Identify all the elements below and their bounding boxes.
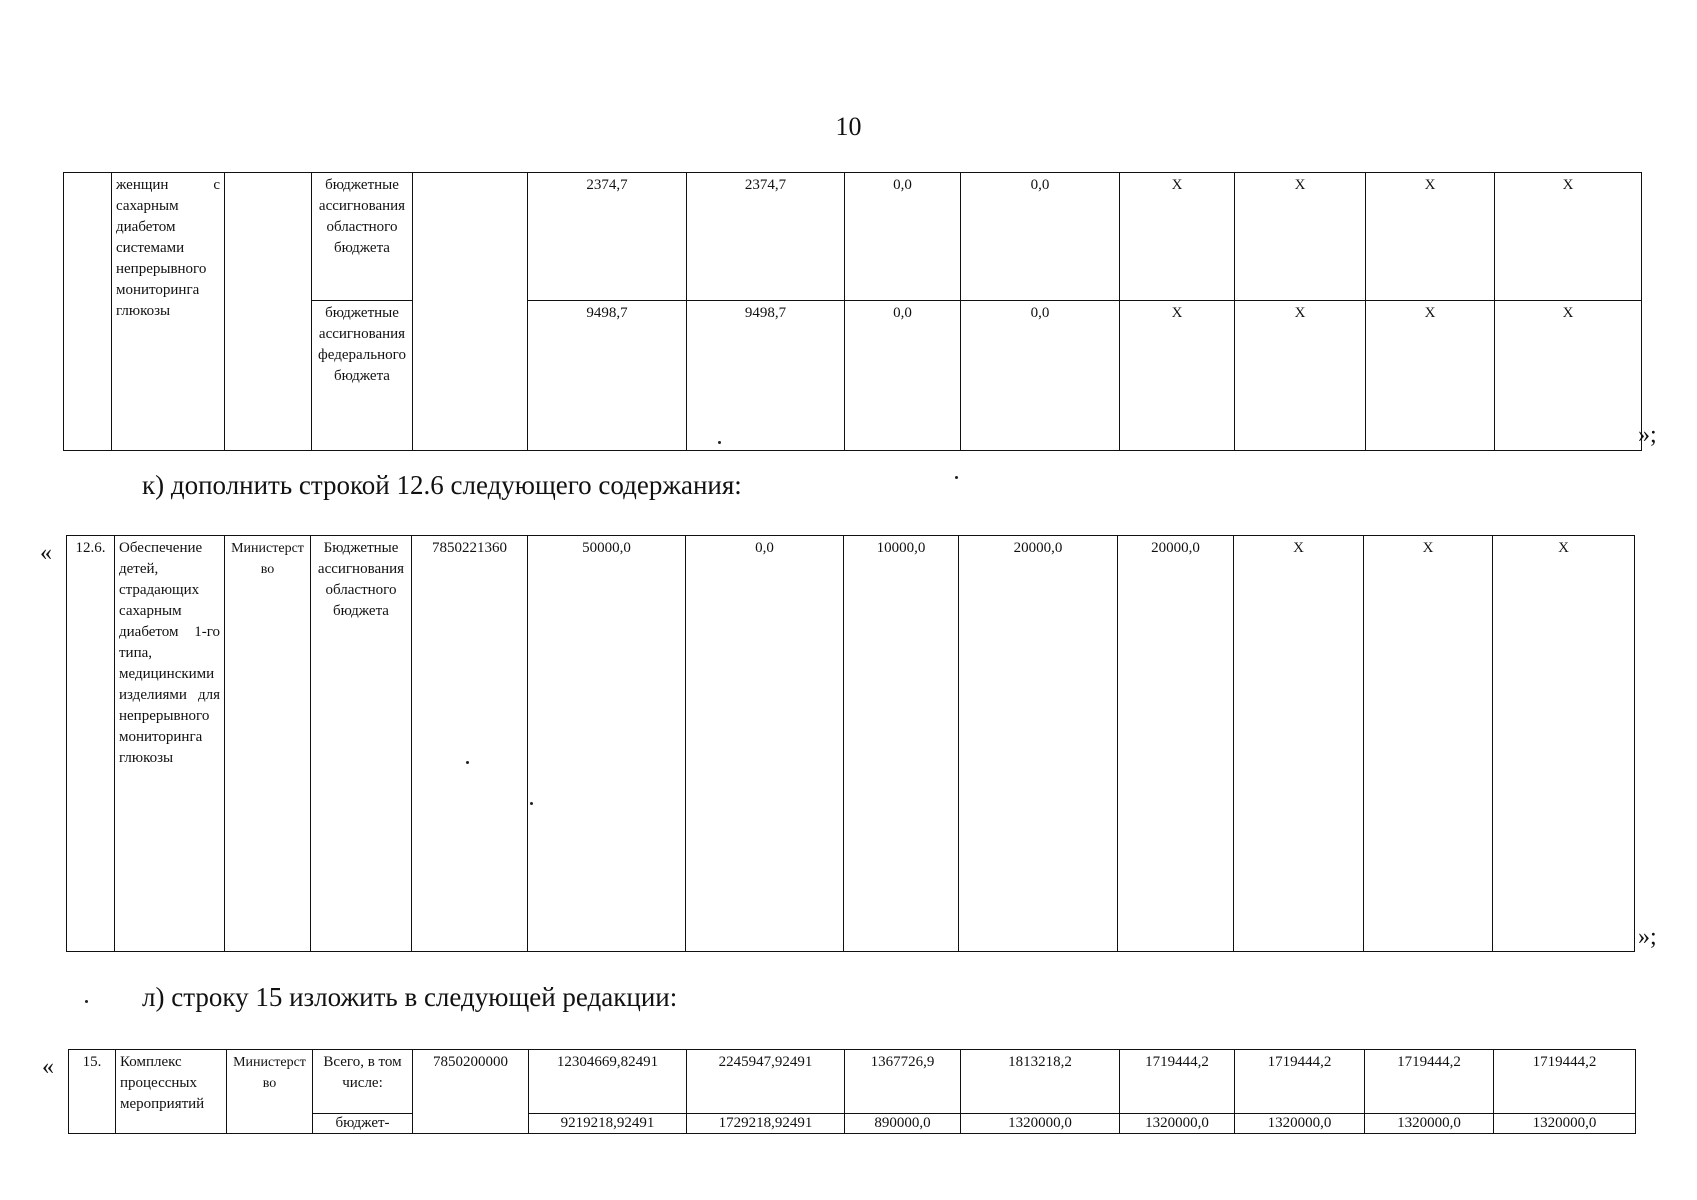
closing-quote: »; — [1638, 924, 1657, 950]
cell-value: X — [1493, 536, 1635, 952]
cell-value: 1367726,9 — [845, 1050, 961, 1114]
cell-value: 12304669,82491 — [529, 1050, 687, 1114]
cell-value: X — [1366, 301, 1495, 451]
opening-quote: « — [42, 1054, 54, 1080]
cell-value: 1320000,0 — [1235, 1114, 1365, 1134]
page-number: 10 — [835, 112, 862, 141]
cell-num — [64, 173, 112, 451]
cell-value: 1729218,92491 — [687, 1114, 845, 1134]
cell-value: 1320000,0 — [1365, 1114, 1494, 1134]
scan-speck — [718, 441, 721, 444]
cell-value: X — [1234, 536, 1364, 952]
cell-value: 0,0 — [961, 173, 1120, 301]
cell-value: 9498,7 — [687, 301, 845, 451]
cell-value: 1320000,0 — [1120, 1114, 1235, 1134]
cell-value: X — [1235, 301, 1366, 451]
cell-value: X — [1120, 173, 1235, 301]
cell-value: 2245947,92491 — [687, 1050, 845, 1114]
cell-value: 9498,7 — [528, 301, 687, 451]
scan-speck — [530, 802, 533, 805]
cell-value: X — [1235, 173, 1366, 301]
table-continuation — [63, 172, 1642, 451]
cell-value: 1320000,0 — [961, 1114, 1120, 1134]
cell-funding-source: бюджетные ассигнования федерального бюджета — [312, 301, 413, 451]
cell-value: 20000,0 — [959, 536, 1118, 952]
cell-measure-name: Комплекс процессных мероприятий — [116, 1050, 227, 1134]
cell-value: 50000,0 — [528, 536, 686, 952]
cell-value: X — [1495, 301, 1642, 451]
scan-speck — [466, 761, 469, 764]
scan-speck — [955, 476, 958, 479]
cell-value: 1719444,2 — [1235, 1050, 1365, 1114]
cell-value: X — [1495, 173, 1642, 301]
cell-value: X — [1364, 536, 1493, 952]
cell-value: 1719444,2 — [1365, 1050, 1494, 1114]
cell-measure-name: Обеспечение детей, страдающих сахарным диабетом 1-го типа, медицинскими изделиями для непрерывного мониторинга глюкозы — [115, 536, 225, 952]
cell-funding-source: Бюджетные ассигнования областного бюджета — [311, 536, 412, 952]
table-row-12-6 — [66, 535, 1635, 952]
scan-speck — [85, 1000, 88, 1003]
cell-value: 0,0 — [845, 173, 961, 301]
cell-value: 890000,0 — [845, 1114, 961, 1134]
cell-funding-source: бюджет- — [313, 1114, 413, 1134]
cell-num: 15. — [69, 1050, 116, 1134]
cell-value: 9219218,92491 — [529, 1114, 687, 1134]
cell-num: 12.6. — [67, 536, 115, 952]
cell-value: 2374,7 — [528, 173, 687, 301]
cell-code: 7850221360 — [412, 536, 528, 952]
cell-value: 10000,0 — [844, 536, 959, 952]
cell-value: 2374,7 — [687, 173, 845, 301]
paragraph-l: л) строку 15 изложить в следующей редакции: — [142, 982, 678, 1012]
cell-value: X — [1120, 301, 1235, 451]
opening-quote: « — [40, 540, 52, 566]
cell-value: 1813218,2 — [961, 1050, 1120, 1114]
cell-value: 1719444,2 — [1494, 1050, 1636, 1114]
cell-executor: Министерство — [225, 536, 311, 952]
cell-funding-source: Всего, в том числе: — [313, 1050, 413, 1114]
cell-value: X — [1366, 173, 1495, 301]
cell-value: 20000,0 — [1118, 536, 1234, 952]
cell-measure-name: женщин с сахарным диабетом системами непрерывного мониторинга глюкозы — [112, 173, 225, 451]
closing-quote: »; — [1638, 422, 1657, 448]
cell-value: 1320000,0 — [1494, 1114, 1636, 1134]
cell-value: 0,0 — [845, 301, 961, 451]
cell-funding-source: бюджетные ассигнования областного бюджета — [312, 173, 413, 301]
cell-value: 0,0 — [686, 536, 844, 952]
cell-value: 1719444,2 — [1120, 1050, 1235, 1114]
cell-executor — [225, 173, 312, 451]
cell-code — [413, 173, 528, 451]
table-row-15 — [68, 1049, 1636, 1134]
paragraph-k: к) дополнить строкой 12.6 следующего содержания: — [142, 470, 742, 500]
cell-code: 7850200000 — [413, 1050, 529, 1134]
cell-value: 0,0 — [961, 301, 1120, 451]
cell-executor: Министерство — [227, 1050, 313, 1134]
